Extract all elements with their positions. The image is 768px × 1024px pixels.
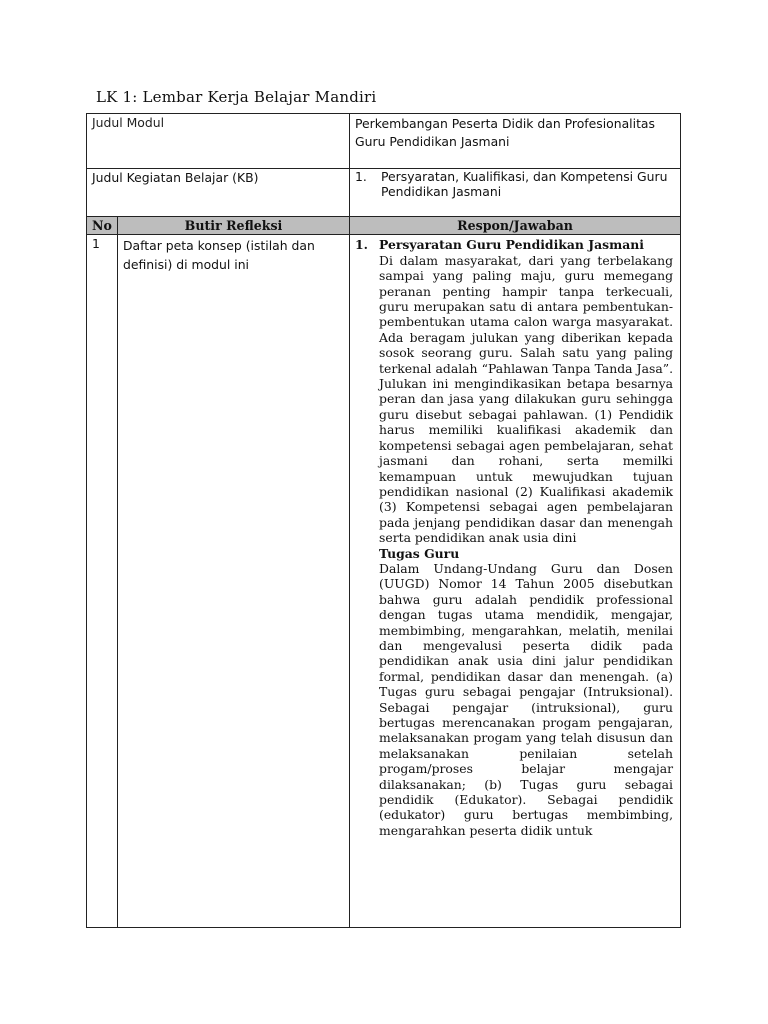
worksheet-table [86, 113, 681, 928]
response-body [355, 253, 675, 838]
response-number: 1. [355, 237, 368, 253]
header-butir-refleksi: Butir Refleksi [118, 217, 350, 235]
row-response [350, 235, 681, 928]
page-title: LK 1: Lembar Kerja Belajar Mandiri [96, 88, 377, 106]
row-number: 1 [87, 235, 118, 928]
row-butir-refleksi: Daftar peta konsep (istilah dan definisi) di modul ini [118, 235, 350, 928]
response-heading [355, 237, 675, 252]
header-respon-jawaban: Respon/Jawaban [350, 217, 681, 235]
kb-value [355, 170, 675, 199]
kb-number: 1. [355, 169, 367, 184]
info-row-module [87, 114, 681, 169]
kb-text: Persyaratan, Kualifikasi, dan Kompetensi Guru Pendidikan Jasmani [381, 169, 668, 199]
module-value: Perkembangan Peserta Didik dan Profesionalitas Guru Pendidikan Jasmani [350, 114, 681, 169]
info-row-kb [87, 169, 681, 217]
response-paragraph: Di dalam masyarakat, dari yang terbelakang sampai yang paling maju, guru memegang peranan penting hampir tanpa terkecuali, guru merupakan satu di antara pembentukan-pembentukan utama calon warga masyarakat. Ada beragam julukan yang diberikan kepada sosok seorang guru. Salah satu yang paling terkenal adalah “Pahlawan Tanpa Tanda Jasa”. Julukan ini mengindikasikan betapa besarnya peran dan jasa yang dilakukan guru sehingga guru disebut sebagai pahlawan. (1) Pendidik harus memiliki kualifikasi akademik dan kompetensi sebagai agen pembelajaran, sehat jasmani dan rohani, serta memilki kemampuan untuk mewujudkan tujuan pendidikan nasional (2) Kualifikasi akademik (3) Kompetensi sebagai agen pembelajaran pada jenjang pendidikan dasar dan menengah serta pendidikan anak usia dini [379, 252, 674, 546]
table-row [87, 235, 681, 928]
kb-label: Judul Kegiatan Belajar (KB) [87, 169, 350, 217]
header-no: No [87, 217, 118, 235]
table-header-row [87, 217, 681, 235]
response-title: Persyaratan Guru Pendidikan Jasmani [379, 237, 644, 253]
module-label: Judul Modul [87, 114, 350, 169]
response-subheading: Tugas Guru [379, 545, 460, 561]
response-paragraph: Dalam Undang-Undang Guru dan Dosen (UUGD) Nomor 14 Tahun 2005 disebutkan bahwa guru adalah pendidik professional dengan tugas utama mendidik, mengajar, membimbing, mengarahkan, melatih, menilai dan mengevalusi peserta didik pada pendidikan anak usia dini jalur pendidikan formal, pendidikan dasar dan menengah. (a) Tugas guru sebagai pengajar (Intruksional). Sebagai pengajar (intruksional), guru bertugas merencanakan progam pengajaran, melaksanakan progam yang telah disusun dan melaksanakan penilaian setelah progam/proses belajar mengajar dilaksanakan; (b) Tugas guru sebagai pendidik (Edukator). Sebagai pendidik (edukator) guru bertugas membimbing, mengarahkan peserta didik untuk [379, 560, 674, 838]
